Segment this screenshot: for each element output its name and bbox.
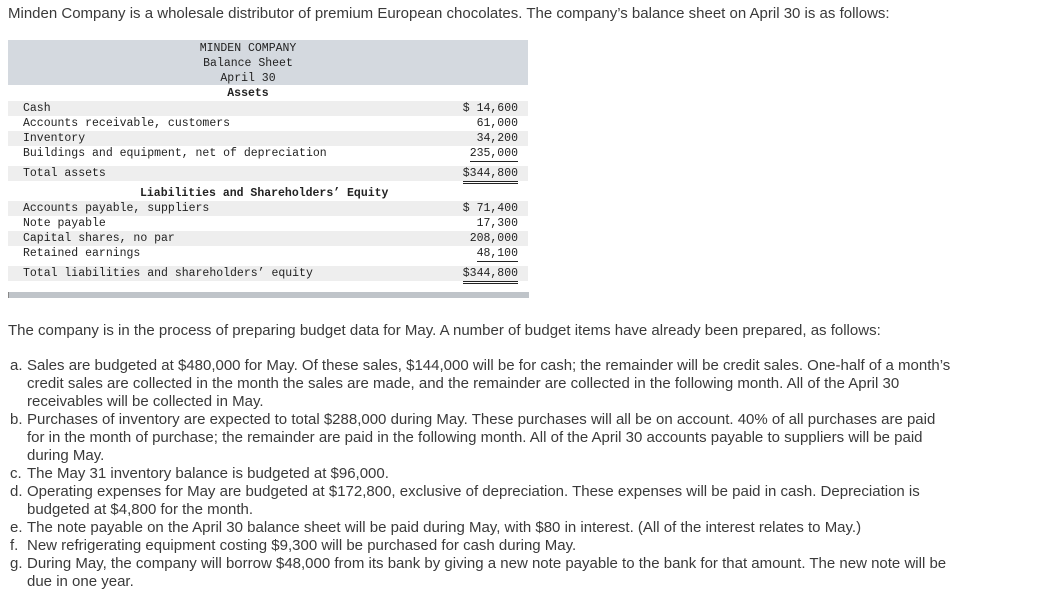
list-item: [10, 519, 955, 537]
list-item: [10, 537, 955, 555]
asset-row: [8, 146, 528, 161]
item-text: The note payable on the April 30 balance sheet will be paid during May, with $80 in interest. (All of the interest relates to May.): [27, 519, 862, 536]
liability-amount: 208,000: [469, 232, 518, 245]
budget-intro: The company is in the process of preparing budget data for May. A number of budget items have already been prepared, as follows:: [8, 322, 881, 339]
total-liabilities-amount: $344,800: [463, 266, 518, 284]
item-marker: d.: [10, 483, 23, 500]
liability-label: Capital shares, no par: [23, 232, 175, 245]
item-text: Operating expenses for May are budgeted at $172,800, exclusive of depreciation. These expenses will be paid in cash. Depreciation is budgeted at $4,800 for the month.: [27, 483, 920, 518]
asset-amount: 61,000: [476, 117, 518, 130]
asset-amount: 34,200: [476, 132, 518, 145]
asset-row: [8, 131, 528, 146]
liability-amount: $ 71,400: [462, 202, 518, 215]
item-text: Purchases of inventory are expected to total $288,000 during May. These purchases will all be on account. 40% of all purchases are paid for in the month of purchase; the remainder are paid in the following month. All of the April 30 accounts payable to suppliers will be paid during May.: [27, 411, 936, 464]
asset-amount: 235,000: [469, 147, 518, 160]
item-text: Sales are budgeted at $480,000 for May. Of these sales, $144,000 will be for cash; the remainder will be credit sales. One-half of a month’s credit sales are collected in the month the sales are made, and the remainder are collected in the following month. All of the April 30 receivables will be collected in May.: [27, 357, 951, 410]
total-liabilities-row: [8, 266, 528, 281]
liability-row: [8, 246, 528, 261]
item-marker: f.: [10, 537, 19, 554]
balance-sheet: [8, 40, 528, 300]
statement-date: April 30: [220, 72, 276, 85]
asset-amount: $ 14,600: [462, 102, 518, 115]
asset-row: [8, 116, 528, 131]
list-item: [10, 465, 955, 483]
total-assets-row: [8, 166, 528, 181]
liability-row: [8, 201, 528, 216]
item-marker: b.: [10, 411, 23, 428]
balance-sheet-footer-bar: [8, 292, 529, 298]
asset-label: Inventory: [23, 132, 86, 145]
liabilities-heading: Liabilities and Shareholders’ Equity: [140, 187, 389, 200]
item-marker: c.: [10, 465, 22, 482]
intro-text: Minden Company is a wholesale distributor of premium European chocolates. The company’s balance sheet on April 30 is as follows:: [8, 5, 890, 22]
liability-row: [8, 216, 528, 231]
liability-label: Retained earnings: [23, 247, 141, 260]
asset-label: Buildings and equipment, net of depreciation: [23, 147, 327, 160]
asset-label: Cash: [23, 102, 51, 115]
liability-label: Note payable: [23, 217, 106, 230]
list-item: [10, 357, 955, 411]
item-marker: g.: [10, 555, 23, 572]
item-text: During May, the company will borrow $48,000 from its bank by giving a new note payable to the bank for that amount. The new note will be due in one year.: [27, 555, 947, 590]
liability-amount: 48,100: [476, 247, 518, 260]
liability-label: Accounts payable, suppliers: [23, 202, 210, 215]
list-item: [10, 483, 955, 519]
liability-row: [8, 231, 528, 246]
asset-row: [8, 101, 528, 116]
budget-items-list: [10, 357, 955, 591]
total-liabilities-label: Total liabilities and shareholders’ equity: [23, 267, 313, 280]
total-assets-label: Total assets: [23, 167, 106, 180]
item-marker: a.: [10, 357, 23, 374]
company-name: MINDEN COMPANY: [199, 42, 297, 55]
item-text: The May 31 inventory balance is budgeted at $96,000.: [27, 465, 389, 482]
total-assets-amount: $344,800: [463, 166, 518, 184]
assets-heading: Assets: [227, 87, 269, 100]
item-marker: e.: [10, 519, 23, 536]
asset-label: Accounts receivable, customers: [23, 117, 231, 130]
item-text: New refrigerating equipment costing $9,300 will be purchased for cash during May.: [27, 537, 577, 554]
statement-title: Balance Sheet: [203, 57, 293, 70]
liability-amount: 17,300: [476, 217, 518, 230]
list-item: [10, 411, 955, 465]
list-item: [10, 555, 955, 591]
